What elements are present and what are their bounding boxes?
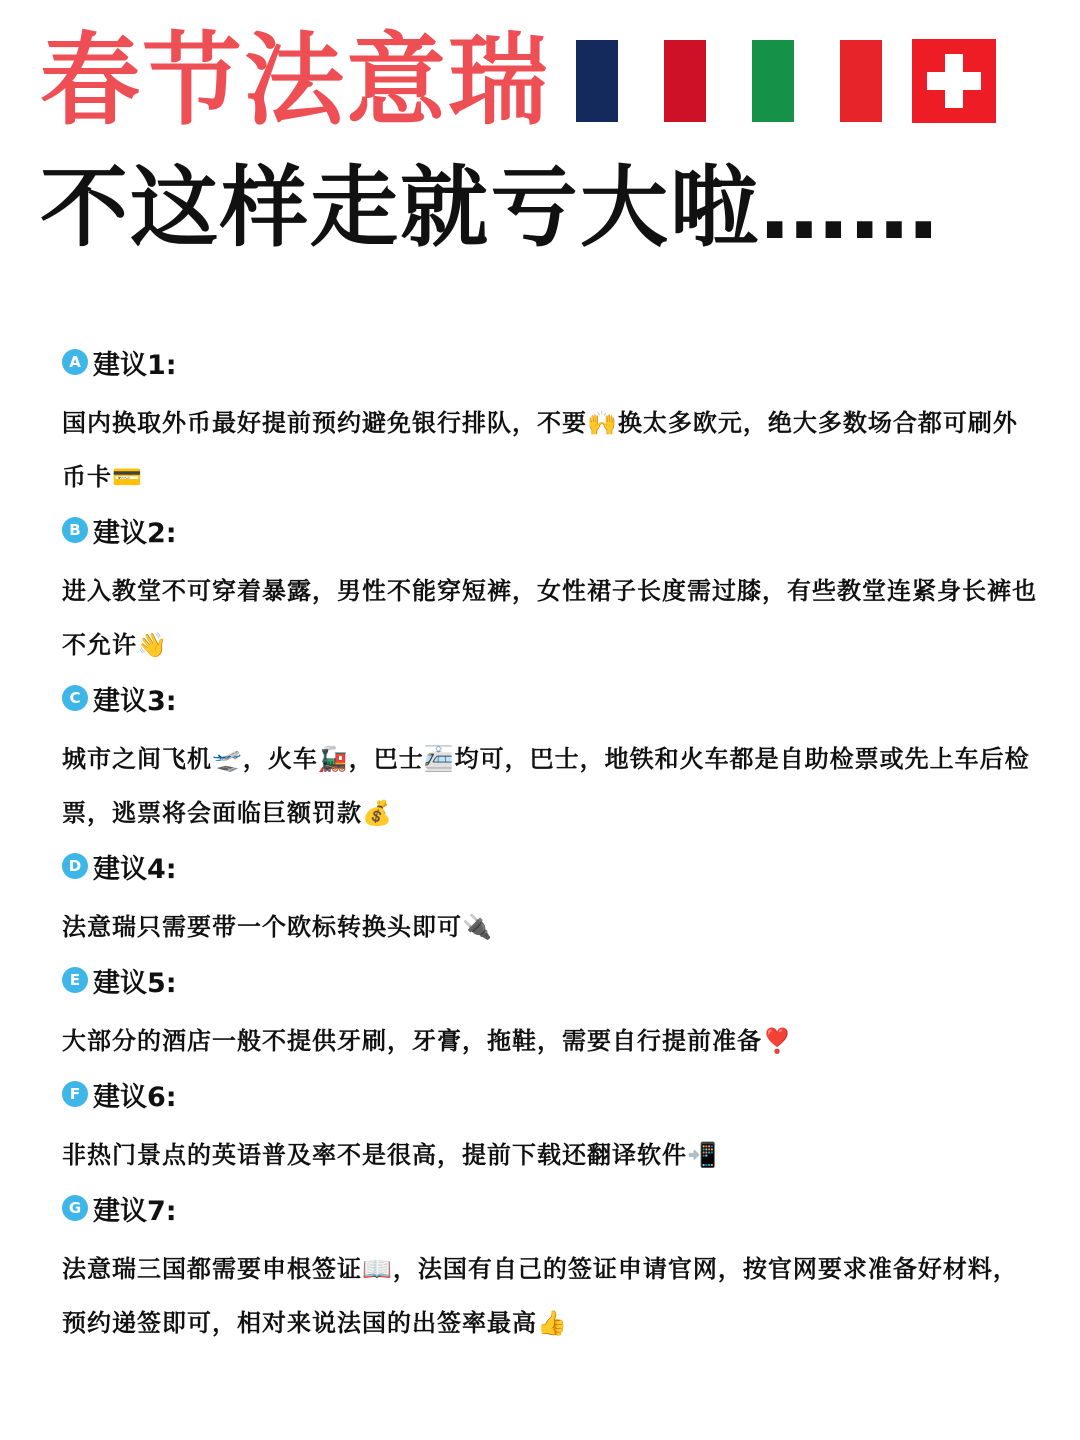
title-block [40,22,1040,258]
tip-label: 建议1: [93,349,177,381]
letter-badge-icon: A [62,349,88,375]
tip-item [62,676,1042,840]
letter-badge-icon: E [62,967,88,993]
tips-list [62,340,1042,1354]
letter-badge-icon: D [62,853,88,879]
tip-header [62,1072,1042,1116]
title-row [40,22,1040,140]
tip-body: 非热门景点的英语普及率不是很高，提前下载还翻译软件📲 [62,1141,718,1169]
tip-header [62,958,1042,1002]
tip-item [62,958,1042,1068]
tip-label: 建议5: [93,967,177,999]
letter-badge-icon: F [62,1081,88,1107]
tip-label: 建议7: [93,1195,177,1227]
flag-row [576,39,996,123]
tip-item [62,844,1042,954]
tip-body: 大部分的酒店一般不提供牙刷，牙膏，拖鞋，需要自行提前准备❣️ [62,1027,793,1055]
flag-red [664,40,706,122]
tip-header [62,508,1042,552]
flag-red-2 [840,40,882,122]
tip-header [62,676,1042,720]
page-subtitle: 不这样走就亏大啦…… [40,156,941,259]
tip-body: 法意瑞只需要带一个欧标转换头即可🔌 [62,913,493,941]
tip-item [62,340,1042,504]
flag-france [576,40,618,122]
tip-label: 建议4: [93,853,177,885]
tip-label: 建议3: [93,685,177,717]
letter-badge-icon: G [62,1195,88,1221]
tip-label: 建议2: [93,517,177,549]
tip-body: 国内换取外币最好提前预约避免银行排队，不要🙌换太多欧元，绝大多数场合都可刷外币卡💳 [62,409,1018,491]
tip-body: 城市之间飞机🛫，火车🚂，巴士🚈均可，巴士，地铁和火车都是自助检票或先上车后检票，逃票将会面临巨额罚款💰 [62,745,1030,827]
tip-body: 法意瑞三国都需要申根签证📖，法国有自己的签证申请官网，按官网要求准备好材料，预约递签即可，相对来说法国的出签率最高👍 [62,1255,1018,1337]
letter-badge-icon: C [62,685,88,711]
tip-header [62,1186,1042,1230]
tip-item [62,508,1042,672]
page-title: 春节法意瑞 [40,22,550,139]
flag-italy [752,40,794,122]
swiss-cross-horizontal [927,72,981,90]
flag-switzerland [912,39,996,123]
letter-badge-icon: B [62,517,88,543]
tip-header [62,340,1042,384]
tip-item [62,1186,1042,1350]
tip-body: 进入教堂不可穿着暴露，男性不能穿短裤，女性裙子长度需过膝，有些教堂连紧身长裤也不允许👋 [62,577,1037,659]
tip-label: 建议6: [93,1081,177,1113]
tip-header [62,844,1042,888]
tip-item [62,1072,1042,1182]
